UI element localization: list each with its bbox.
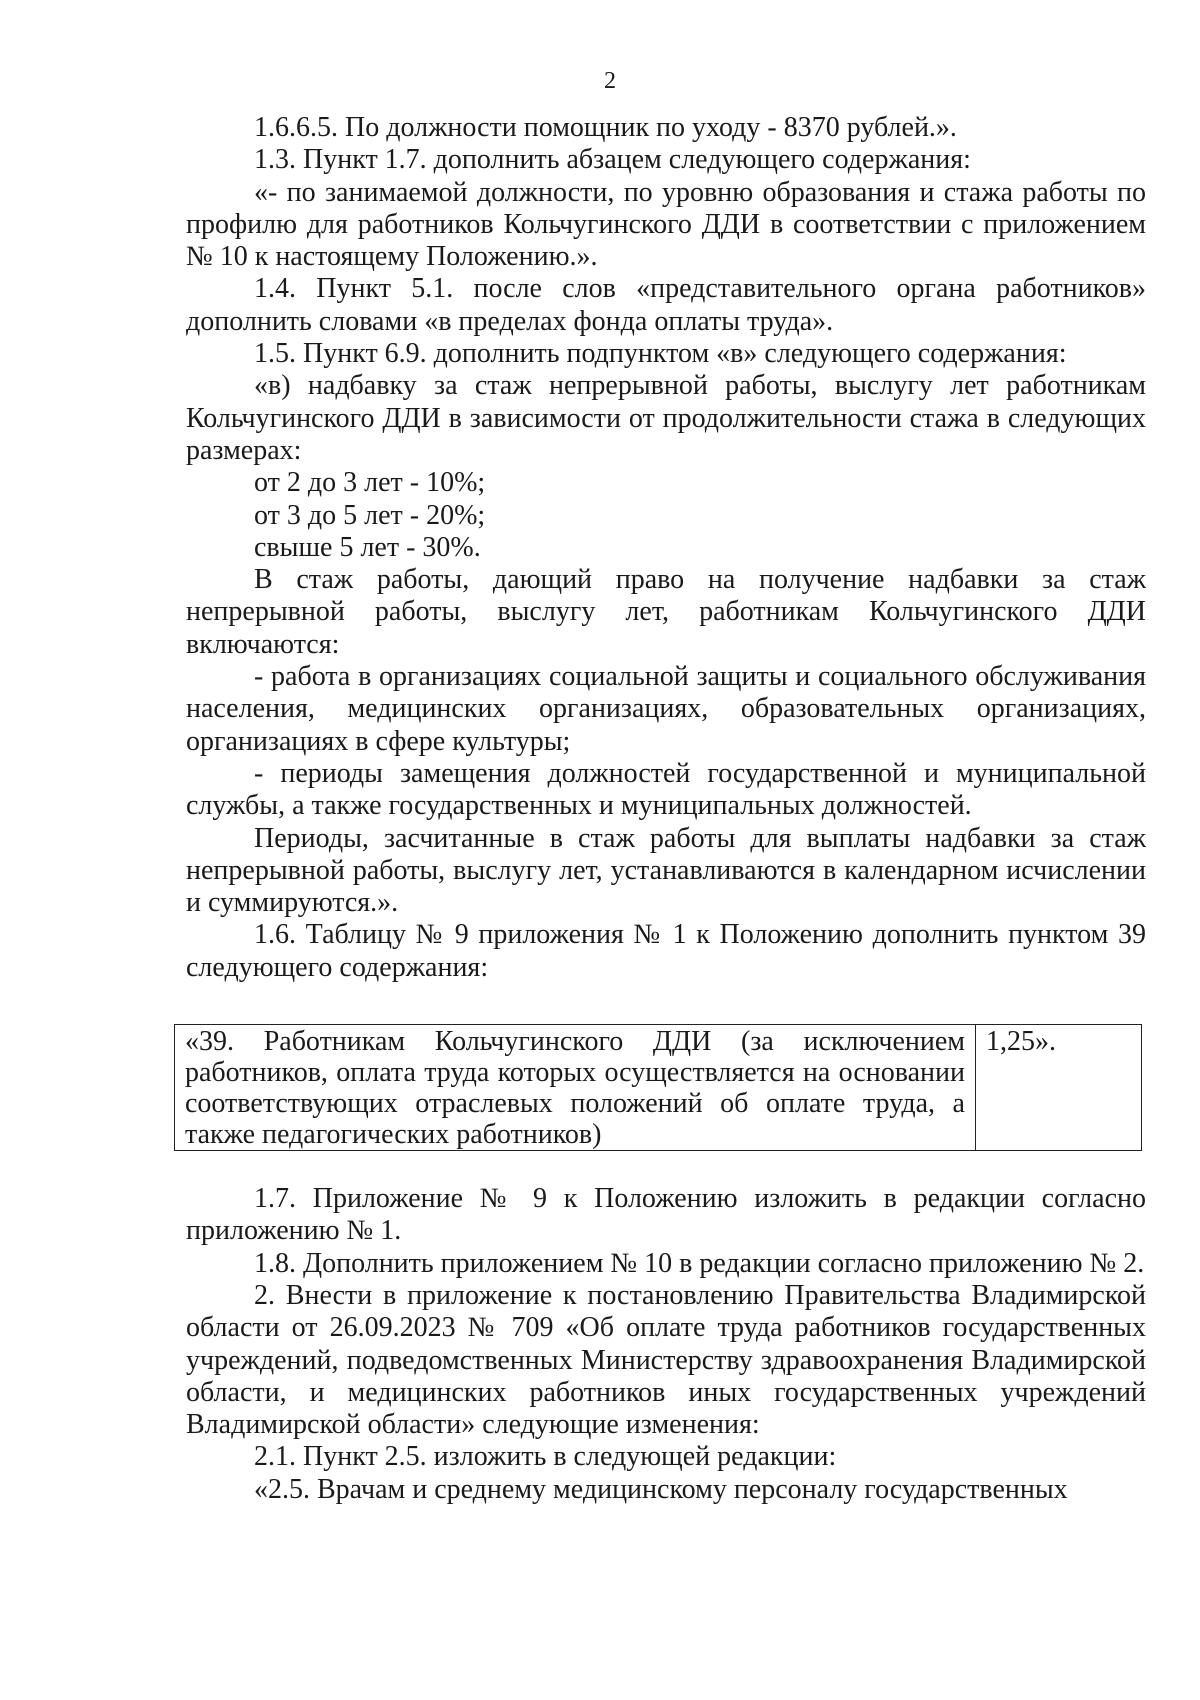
table-row	[175, 1025, 1142, 1151]
list-item: от 2 до 3 лет - 10%;	[254, 467, 486, 499]
document-body	[186, 112, 1146, 1506]
paragraph: - работа в организациях социальной защиты и социального обслуживания населения, медицинских организациях, образовательных организациях, организациях в сфере культуры;	[186, 661, 1146, 757]
paragraph: 2.1. Пункт 2.5. изложить в следующей редакции:	[254, 1441, 837, 1473]
list-item: свыше 5 лет - 30%.	[254, 531, 481, 563]
paragraph: 2. Внести в приложение к постановлению Правительства Владимирской области от 26.09.2023 № 709 «Об оплате труда работников государственных учреждений, подведомственных Министерству здравоохранения Владимирской области, и медицинских работников иных государственных учреждений Владимирской области» следующие изменения:	[186, 1279, 1146, 1441]
paragraph: «- по занимаемой должности, по уровню образования и стажа работы по профилю для работников Кольчугинского ДДИ в соответствии с приложением № 10 к настоящему Положению.».	[186, 176, 1146, 273]
paragraph: 1.5. Пункт 6.9. дополнить подпунктом «в» следующего содержания:	[254, 338, 1067, 370]
table-cell-coefficient: 1,25».	[976, 1025, 1142, 1151]
paragraph: 1.6.6.5. По должности помощник по уходу - 8370 рублей.».	[254, 112, 957, 143]
paragraph: «2.5. Врачам и среднему медицинскому персоналу государственных	[254, 1473, 1068, 1505]
paragraph: 1.4. Пункт 5.1. после слов «представительного органа работников» дополнить словами «в пределах фонда оплаты труда».	[186, 273, 1146, 337]
paragraph: «в) надбавку за стаж непрерывной работы, выслугу лет работникам Кольчугинского ДДИ в зависимости от продолжительности стажа в следующих размерах:	[186, 370, 1146, 466]
page-number: 2	[604, 68, 616, 94]
paragraph: - периоды замещения должностей государственной и муниципальной службы, а также государственных и муниципальных должностей.	[186, 757, 1146, 822]
paragraph: 1.7. Приложение № 9 к Положению изложить в редакции согласно приложению № 1.	[186, 1183, 1146, 1247]
paragraph: Периоды, засчитанные в стаж работы для выплаты надбавки за стаж непрерывной работы, выслугу лет, устанавливаются в календарном исчислении и суммируются.».	[186, 822, 1146, 919]
paragraph: В стаж работы, дающий право на получение надбавки за стаж непрерывной работы, выслугу лет, работникам Кольчугинского ДДИ включаются:	[186, 564, 1146, 660]
paragraph: 1.8. Дополнить приложением № 10 в редакции согласно приложению № 2.	[254, 1247, 1145, 1279]
list-item: от 3 до 5 лет - 20%;	[254, 499, 486, 531]
table-cell-description: «39. Работникам Кольчугинского ДДИ (за исключением работников, оплата труда которых осуществляется на основании соответствующих отраслевых положений об оплате труда, а также педагогических работников)	[175, 1025, 976, 1151]
amendment-table	[174, 1024, 1142, 1151]
paragraph: 1.3. Пункт 1.7. дополнить абзацем следующего содержания:	[254, 144, 971, 176]
table-container	[174, 1024, 1146, 1151]
paragraph: 1.6. Таблицу № 9 приложения № 1 к Положению дополнить пунктом 39 следующего содержания:	[186, 919, 1146, 983]
